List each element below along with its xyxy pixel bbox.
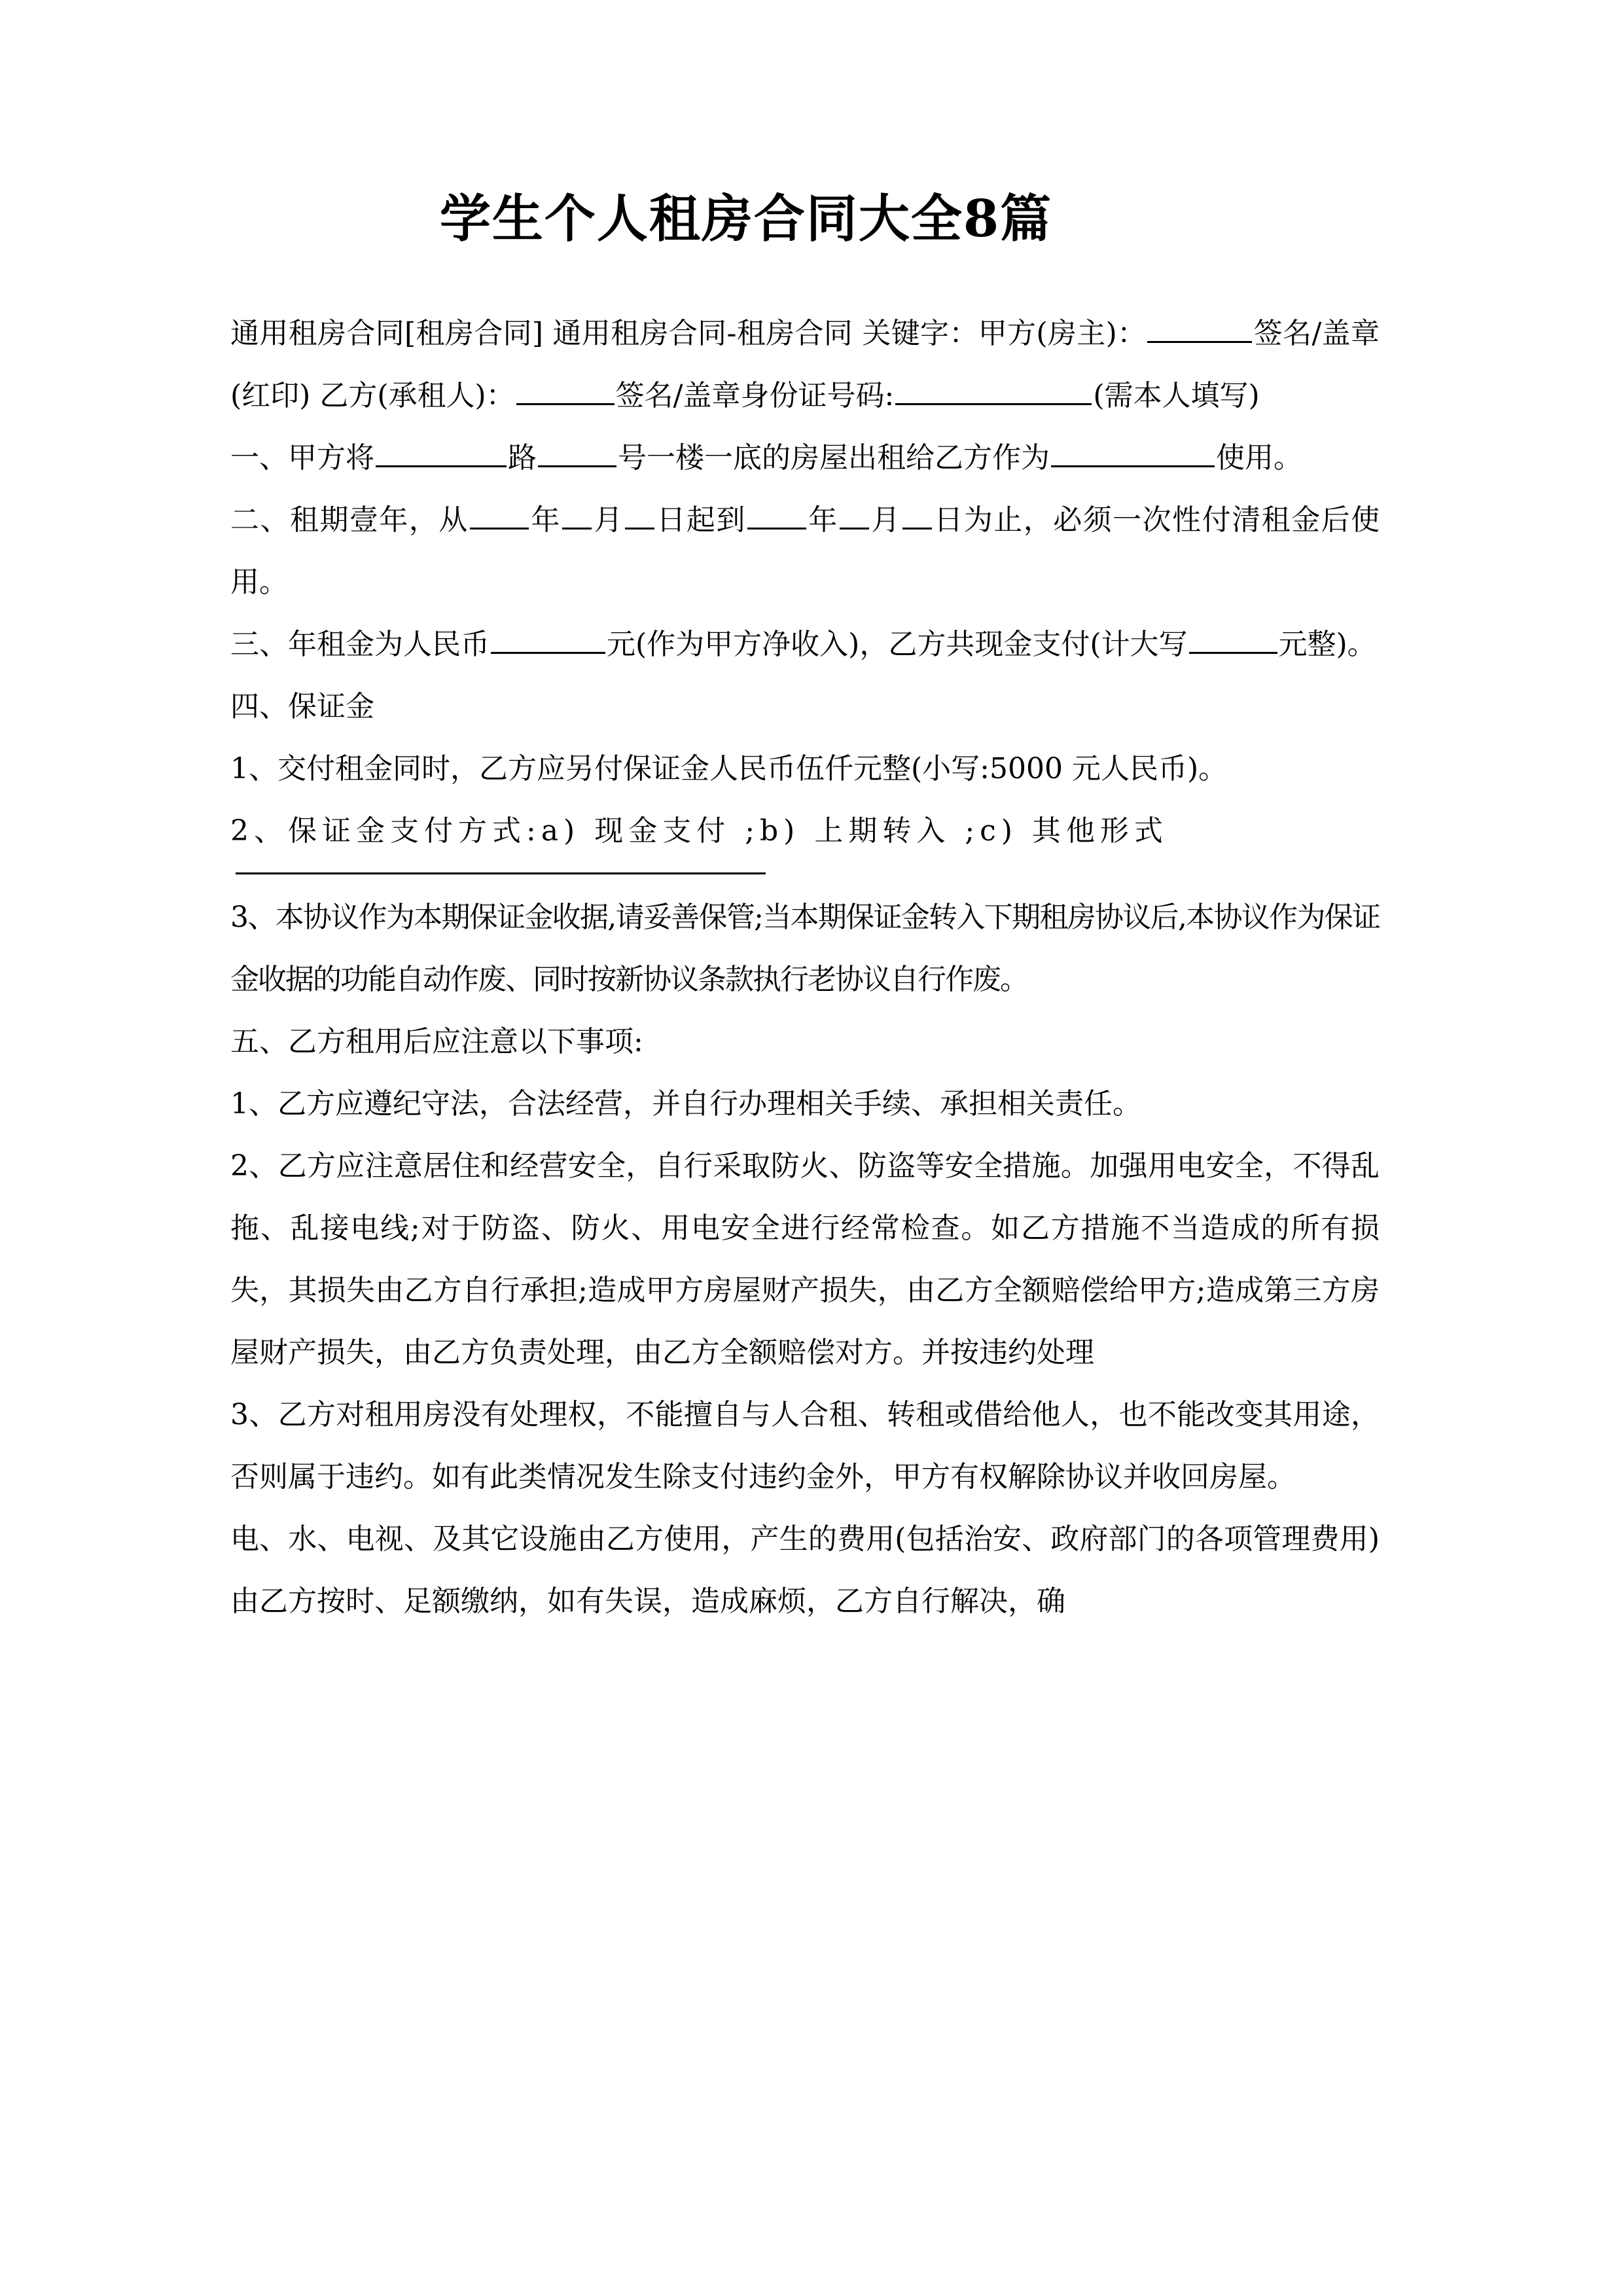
document-body (230, 302, 1380, 1632)
blank-fill-field[interactable] (902, 501, 932, 529)
blank-fill-field[interactable] (376, 439, 507, 467)
paragraph-text: 使用。 (1216, 440, 1302, 475)
paragraph (230, 1073, 1380, 1135)
paragraph-text: 1、交付租金同时，乙方应另付保证金人民币伍仟元整(小写:5000 元人民币)。 (230, 751, 1228, 785)
page-title: 学生个人租房合同大全8篇 (439, 189, 1053, 249)
paragraph-text: 月 (592, 503, 624, 537)
paragraph-text: 签名/盖章(红印) 乙方(承租人)： (230, 316, 1380, 412)
paragraph-text: 路 (508, 440, 537, 475)
paragraph (230, 427, 1380, 489)
paragraph-text: 元整)。 (1278, 627, 1376, 661)
paragraph-text: 年 (807, 503, 838, 537)
paragraph-text: 五、乙方租用后应注意以下事项: (230, 1024, 643, 1058)
paragraph (230, 1135, 1380, 1384)
paragraph-text: 电、水、电视、及其它设施由乙方使用，产生的费用(包括治安、政府部门的各项管理费用)由乙方按时、足额缴纳，如有失误，造成麻烦，乙方自行解决，确 (230, 1522, 1380, 1618)
paragraph-text: 三、年租金为人民币 (230, 627, 490, 661)
blank-fill-rule (236, 872, 766, 874)
blank-fill-field[interactable] (1051, 439, 1215, 467)
paragraph-text: 一、甲方将 (230, 440, 374, 475)
paragraph-text: 月 (870, 503, 901, 537)
paragraph-text: 3、本协议作为本期保证金收据,请妥善保管;当本期保证金转入下期租房协议后,本协议作为保证金收据的功能自动作废、同时按新协议条款执行老协议自行作废。 (230, 900, 1380, 996)
blank-fill-field[interactable] (1189, 626, 1277, 654)
paragraph-text: 二、租期壹年，从 (230, 503, 469, 537)
blank-fill-field[interactable] (895, 377, 1092, 405)
blank-fill-field[interactable] (516, 377, 615, 405)
paragraph (230, 489, 1380, 613)
paragraph-text: 通用租房合同[租房合同] 通用租房合同-租房合同 关键字：甲方(房主)： (230, 316, 1147, 350)
paragraph-text: 日起到 (655, 503, 746, 537)
paragraph (230, 1011, 1380, 1073)
blank-fill-field[interactable] (747, 501, 806, 529)
blank-fill-field[interactable] (625, 501, 654, 529)
paragraph (230, 1508, 1380, 1632)
blank-fill-field[interactable] (562, 501, 592, 529)
paragraph (230, 886, 1380, 1011)
paragraph (230, 738, 1380, 800)
paragraph-text: 号一楼一底的房屋出租给乙方作为 (618, 440, 1050, 475)
blank-fill-field[interactable] (840, 501, 869, 529)
paragraph-text: 日为止，必须一次性付清租金后使用。 (230, 503, 1380, 599)
paragraph (230, 675, 1380, 738)
paragraph (230, 613, 1380, 675)
paragraph (230, 800, 1380, 862)
paragraph-text: 2、乙方应注意居住和经营安全，自行采取防火、防盗等安全措施。加强用电安全，不得乱拖、乱接电线;对于防盗、防火、用电安全进行经常检查。如乙方措施不当造成的所有损失，其损失由乙方自行承担;造成甲方房屋财产损失，由乙方全额赔偿给甲方;造成第三方房屋财产损失，由乙方负责处理，由乙方全额赔偿对方。并按违约处理 (230, 1149, 1380, 1369)
blank-fill-field[interactable] (491, 626, 605, 654)
paragraph-text: 1、乙方应遵纪守法，合法经营，并自行办理相关手续、承担相关责任。 (230, 1086, 1141, 1121)
paragraph-text: (需本人填写) (1093, 378, 1260, 412)
paragraph (230, 302, 1380, 427)
paragraph-text: 年 (529, 503, 561, 537)
paragraph (230, 1384, 1380, 1508)
paragraph-text: 签名/盖章身份证号码: (615, 378, 895, 412)
paragraph-text: 元(作为甲方净收入)，乙方共现金支付(计大写 (607, 627, 1188, 661)
paragraph-text: 2、保证金支付方式:a) 现金支付 ;b) 上期转入 ;c) 其他形式 (230, 814, 1168, 848)
blank-fill-field[interactable] (1147, 315, 1252, 343)
paragraph-text: 3、乙方对租用房没有处理权，不能擅自与人合租、转租或借给他人，也不能改变其用途，否则属于违约。如有此类情况发生除支付违约金外，甲方有权解除协议并收回房屋。 (230, 1397, 1380, 1494)
blank-fill-field[interactable] (470, 501, 529, 529)
document-content (230, 0, 1380, 1632)
blank-fill-field[interactable] (538, 439, 616, 467)
paragraph-text: 四、保证金 (230, 689, 374, 723)
